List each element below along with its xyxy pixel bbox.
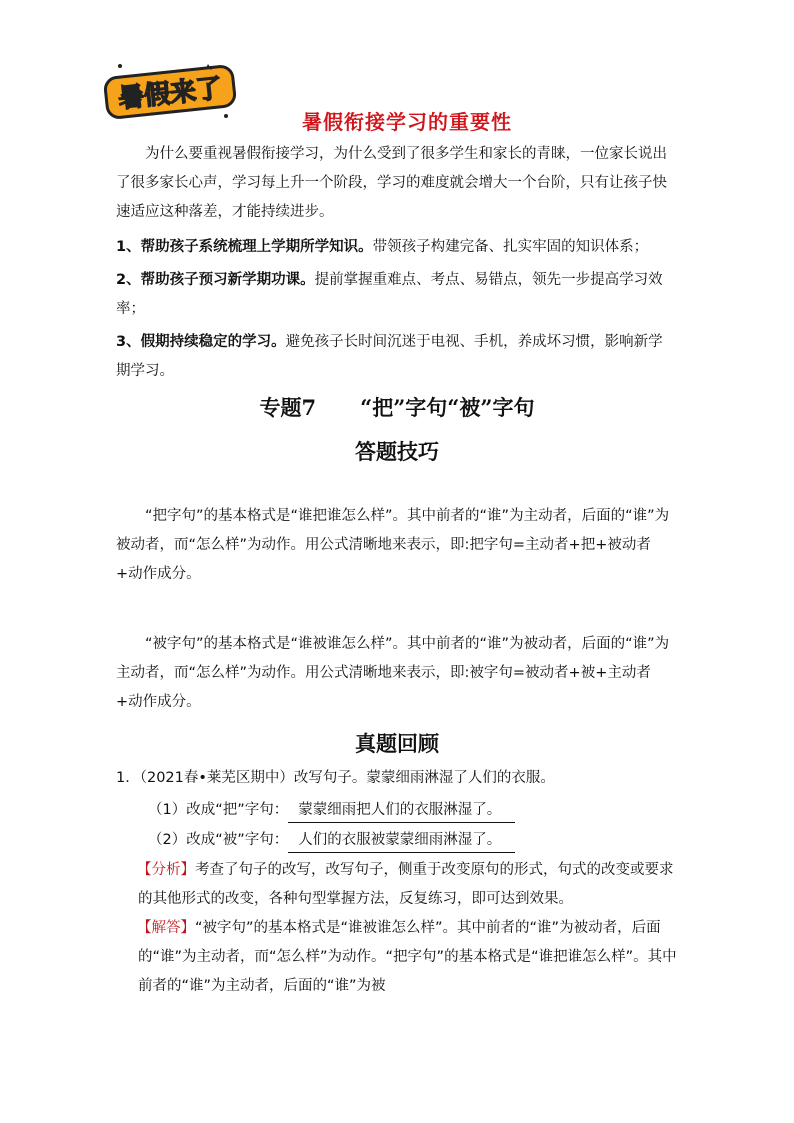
answer-tag: 【解答】: [137, 920, 195, 936]
topic-title: “把”字句“被”字句: [360, 395, 535, 420]
analysis-text: 考查了句子的改写，改写句子，侧重于改变原句的形式，句式的改变或要求的其他形式的改变，各种句型掌握方法，反复练习，即可达到效果。: [138, 862, 674, 907]
intro-point-1: [116, 233, 676, 262]
point-2-bold: 2、帮助孩子预习新学期功课。: [116, 272, 315, 288]
sub-2-answer: 人们的衣服被蒙蒙细雨淋湿了。: [288, 828, 515, 853]
review-heading: 真题回顾: [355, 731, 439, 756]
point-1-text: 带领孩子构建完备、扎实牢固的知识体系；: [372, 239, 649, 255]
question-1-sub-1: [148, 798, 515, 823]
question-1-sub-2: [148, 828, 515, 853]
bei-explanation: “被字句”的基本格式是“谁被谁怎么样”。其中前者的“谁”为被动者，后面的“谁”为主动者，而“怎么样”为动作。用公式清晰地来表示，即:被字句=被动者+被+主动者+动作成分。: [116, 636, 670, 710]
topic-heading: [0, 392, 794, 422]
point-3-text: 避免孩子长时间沉迷于电视、手机，养成坏习惯，影响新学期学习。: [116, 334, 663, 379]
analysis-tag: 【分析】: [137, 862, 195, 878]
point-1-bold: 1、帮助孩子系统梳理上学期所学知识。: [116, 239, 373, 255]
answer-block: [138, 914, 678, 1001]
banner-title: 暑假衔接学习的重要性: [302, 110, 512, 134]
intro-point-2: [116, 266, 676, 324]
logo-text: 暑假来了: [116, 73, 224, 115]
skill-heading: 答题技巧: [355, 439, 439, 464]
question-1-stem: 1．（2021春•莱芜区期中）改写句子。蒙蒙细雨淋湿了人们的衣服。: [116, 770, 555, 786]
analysis-block: [138, 856, 678, 914]
ba-explanation: “把字句”的基本格式是“谁把谁怎么样”。其中前者的“谁”为主动者，后面的“谁”为被动者，而“怎么样”为动作。用公式清晰地来表示，即:把字句=主动者+把+被动者+动作成分。: [116, 508, 670, 582]
answer-text: “被字句”的基本格式是“谁被谁怎么样”。其中前者的“谁”为被动者，后面的“谁”为主动者，而“怎么样”为动作。“把字句”的基本格式是“谁把谁怎么样”。其中前者的“谁”为主动者，后面的“谁”为被: [138, 920, 677, 994]
point-3-bold: 3、假期持续稳定的学习。: [116, 334, 286, 350]
sub-1-label: （1）改成“把”字句：: [148, 802, 289, 818]
intro-point-3: [116, 328, 676, 386]
intro-paragraph: 为什么要重视暑假衔接学习，为什么受到了很多学生和家长的青睐，一位家长说出了很多家长心声，学习每上升一个阶段，学习的难度就会增大一个台阶，只有让孩子快速适应这种落差，才能持续进步。: [116, 146, 667, 220]
sub-1-answer: 蒙蒙细雨把人们的衣服淋湿了。: [288, 798, 515, 823]
point-2-text: 提前掌握重难点、考点、易错点，领先一步提高学习效率；: [116, 272, 663, 317]
sub-2-label: （2）改成“被”字句：: [148, 832, 289, 848]
topic-number: 专题7: [259, 395, 317, 420]
